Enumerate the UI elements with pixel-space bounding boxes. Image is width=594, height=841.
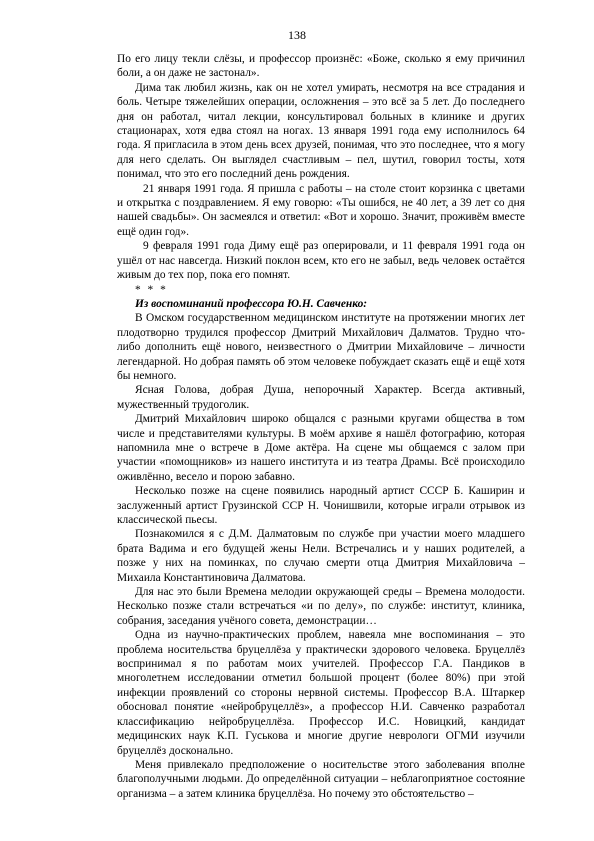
paragraph: Ясная Голова, добрая Душа, непорочный Характер. Всегда активный, мужественный трудоголик. bbox=[117, 384, 525, 411]
paragraph: Дмитрий Михайлович широко общался с разными кругами общества в том числе и представителями культуры. В моём архиве я нашёл фотографию, которая напомнила мне о встрече в Доме актёра. На сцене мы общаемся с залом при участии «помощников» из нашего института и из театра Драмы. Всё происходило оживлённо, весело и порою забавно. bbox=[117, 413, 525, 483]
paragraph: 9 февраля 1991 года Диму ещё раз оперировали, и 11 февраля 1991 года он ушёл от нас навсегда. Низкий поклон всем, кто его не забыл, ведь человек остаётся живым до тех пор, пока его помнят. bbox=[117, 240, 525, 282]
paragraph: Дима так любил жизнь, как он не хотел умирать, несмотря на все страдания и боль. Четыре тяжелейших операции, осложнения – это всё за 5 лет. До последнего дня он работал, читал лекции, консультировал больных в клинике и других стационарах, хотя едва стоял на ногах. 13 января 1991 года ему исполнилось 64 года. Я пригласила в этом день всех друзей, понимая, что это последнее, что я могу для него сделать. Он выглядел счастливым – пел, шутил, говорил тосты, хотя понимал, что это его последний день рождения. bbox=[117, 81, 525, 181]
section-separator: * * * bbox=[135, 283, 168, 296]
page-number: 138 bbox=[288, 28, 306, 42]
section-heading: Из воспоминаний профессора Ю.Н. Савченко: bbox=[135, 297, 368, 310]
paragraph: 21 января 1991 года. Я пришла с работы – на столе стоит корзинка с цветами и открытка с поздравлением. Я ему говорю: «Ты ошибся, не 40 лет, а 39 лет со дня нашей свадьбы». Он засмеялся и ответил: «Вот и хорошо. Значит, проживём вместе ещё один год». bbox=[117, 182, 525, 238]
paragraph: Меня привлекало предположение о носительстве этого заболевания вполне благополучными людьми. До определённой ситуации – неблагоприятное состояние организма – а затем клиника бруцеллёза. Но почему это обстоятельство – bbox=[117, 758, 525, 800]
page-body bbox=[117, 52, 525, 801]
paragraph: По его лицу текли слёзы, и профессор произнёс: «Боже, сколько я ему причинил боли, а он даже не застонал». bbox=[117, 53, 525, 80]
paragraph: Для нас это были Времена мелодии окружающей среды – Времена молодости. Несколько позже стали встречаться «и по делу», по службе: институт, клиника, собрания, заседания учёного совета, демонстрации… bbox=[117, 586, 525, 627]
paragraph: Несколько позже на сцене появились народный артист СССР Б. Каширин и заслуженный артист Грузинской ССР Н. Чонишвили, которые играли отрывок из классической пьесы. bbox=[117, 485, 525, 526]
paragraph: Одна из научно-практических проблем, навеяла мне воспоминания – это проблема носительства бруцеллёза у практически здорового человека. Бруцеллёз воспринимал я по работам моих учителей. Профессор Г.А. Пандиков в многолетнем исследовании отметил большой процент (более 80%) при этой инфекции проявлений со стороны нервной системы. Профессор В.А. Штаркер обосновал понятие «нейробруцеллёз», а профессор Н.И. Савченко разработал классификацию нейробруцеллёза. Профессор И.С. Новицкий, кандидат медицинских наук К.П. Гуськова и многие другие неврологи ОГМИ изучили бруцеллёз досконально. bbox=[117, 629, 525, 757]
paragraph: Познакомился я с Д.М. Далматовым по службе при участии моего младшего брата Вадима и его будущей жены Нели. Встречались и у наших родителей, а позже у них на поминках, по случаю смерти отца Дмитрия Михайловича – Михаила Константиновича Далматова. bbox=[117, 528, 525, 584]
paragraph: В Омском государственном медицинском институте на протяжении многих лет плодотворно трудился профессор Дмитрий Михайлович Далматов. Трудно что-либо дополнить ещё нового, неизвестного о Дмитрии Михайловиче – личности легендарной. Но добрая память об этом человеке побуждает сказать ещё и ещё хотя бы немного. bbox=[117, 312, 525, 382]
